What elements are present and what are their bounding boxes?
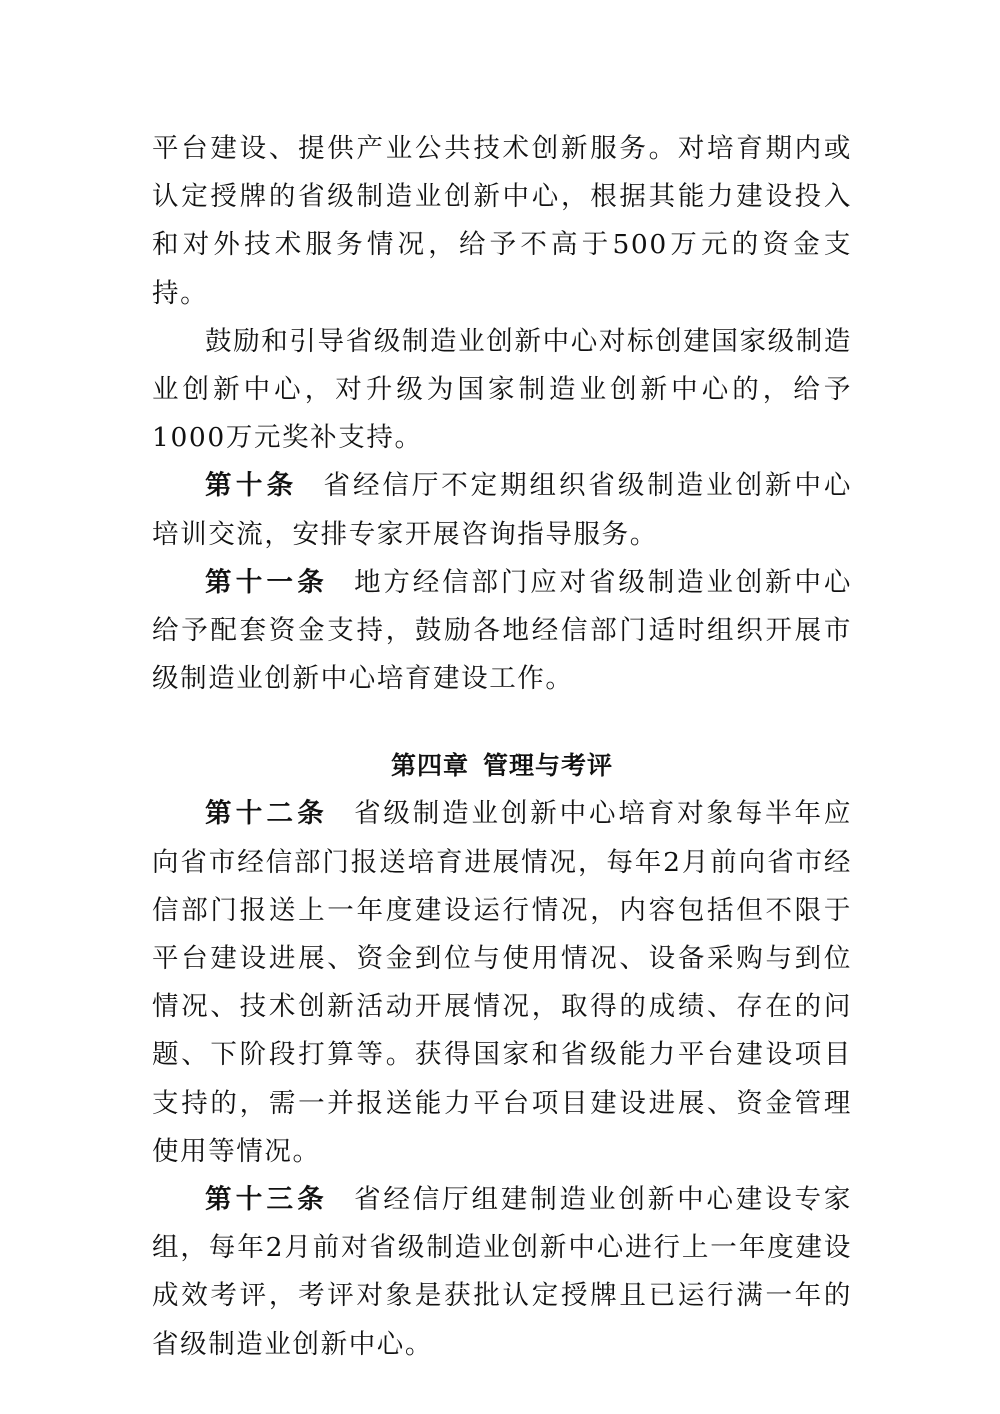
paragraph-national-upgrade-reward: 鼓励和引导省级制造业创新中心对标创建国家级制造业创新中心，对升级为国家制造业创新中心的，给予1000万元奖补支持。 [152,325,852,454]
article-12-label: 第十二条 [205,798,329,830]
article-10 [152,462,852,558]
document-page [152,125,852,1369]
article-13-text: 省经信厅组建制造业创新中心建设专家组，每年2月前对省级制造业创新中心进行上一年度建设成效考评，考评对象是获批认定授牌且已运行满一年的省级制造业创新中心。 [152,1184,852,1360]
article-11-label: 第十一条 [205,566,329,598]
chapter-heading [152,742,852,790]
article-10-text: 省经信厅不定期组织省级制造业创新中心培训交流，安排专家开展咨询指导服务。 [152,470,852,550]
chapter-number: 第四章 [390,751,469,781]
article-10-label: 第十条 [205,470,298,502]
article-13 [152,1176,852,1369]
article-12-text: 省级制造业创新中心培育对象每半年应向省市经信部门报送培育进展情况，每年2月前向省市经信部门报送上一年度建设运行情况，内容包括但不限于平台建设进展、资金到位与使用情况、设备采购与到位情况、技术创新活动开展情况，取得的成绩、存在的问题、下阶段打算等。获得国家和省级能力平台建设项目支持的，需一并报送能力平台项目建设进展、资金管理使用等情况。 [152,798,852,1167]
chapter-title: 管理与考评 [483,751,614,781]
article-11 [152,559,852,704]
article-12 [152,790,852,1176]
paragraph-funding-support: 平台建设、提供产业公共技术创新服务。对培育期内或认定授牌的省级制造业创新中心，根据其能力建设投入和对外技术服务情况，给予不高于500万元的资金支持。 [152,133,852,309]
article-11-text: 地方经信部门应对省级制造业创新中心给予配套资金支持，鼓励各地经信部门适时组织开展市级制造业创新中心培育建设工作。 [152,566,852,695]
article-13-label: 第十三条 [205,1184,329,1216]
